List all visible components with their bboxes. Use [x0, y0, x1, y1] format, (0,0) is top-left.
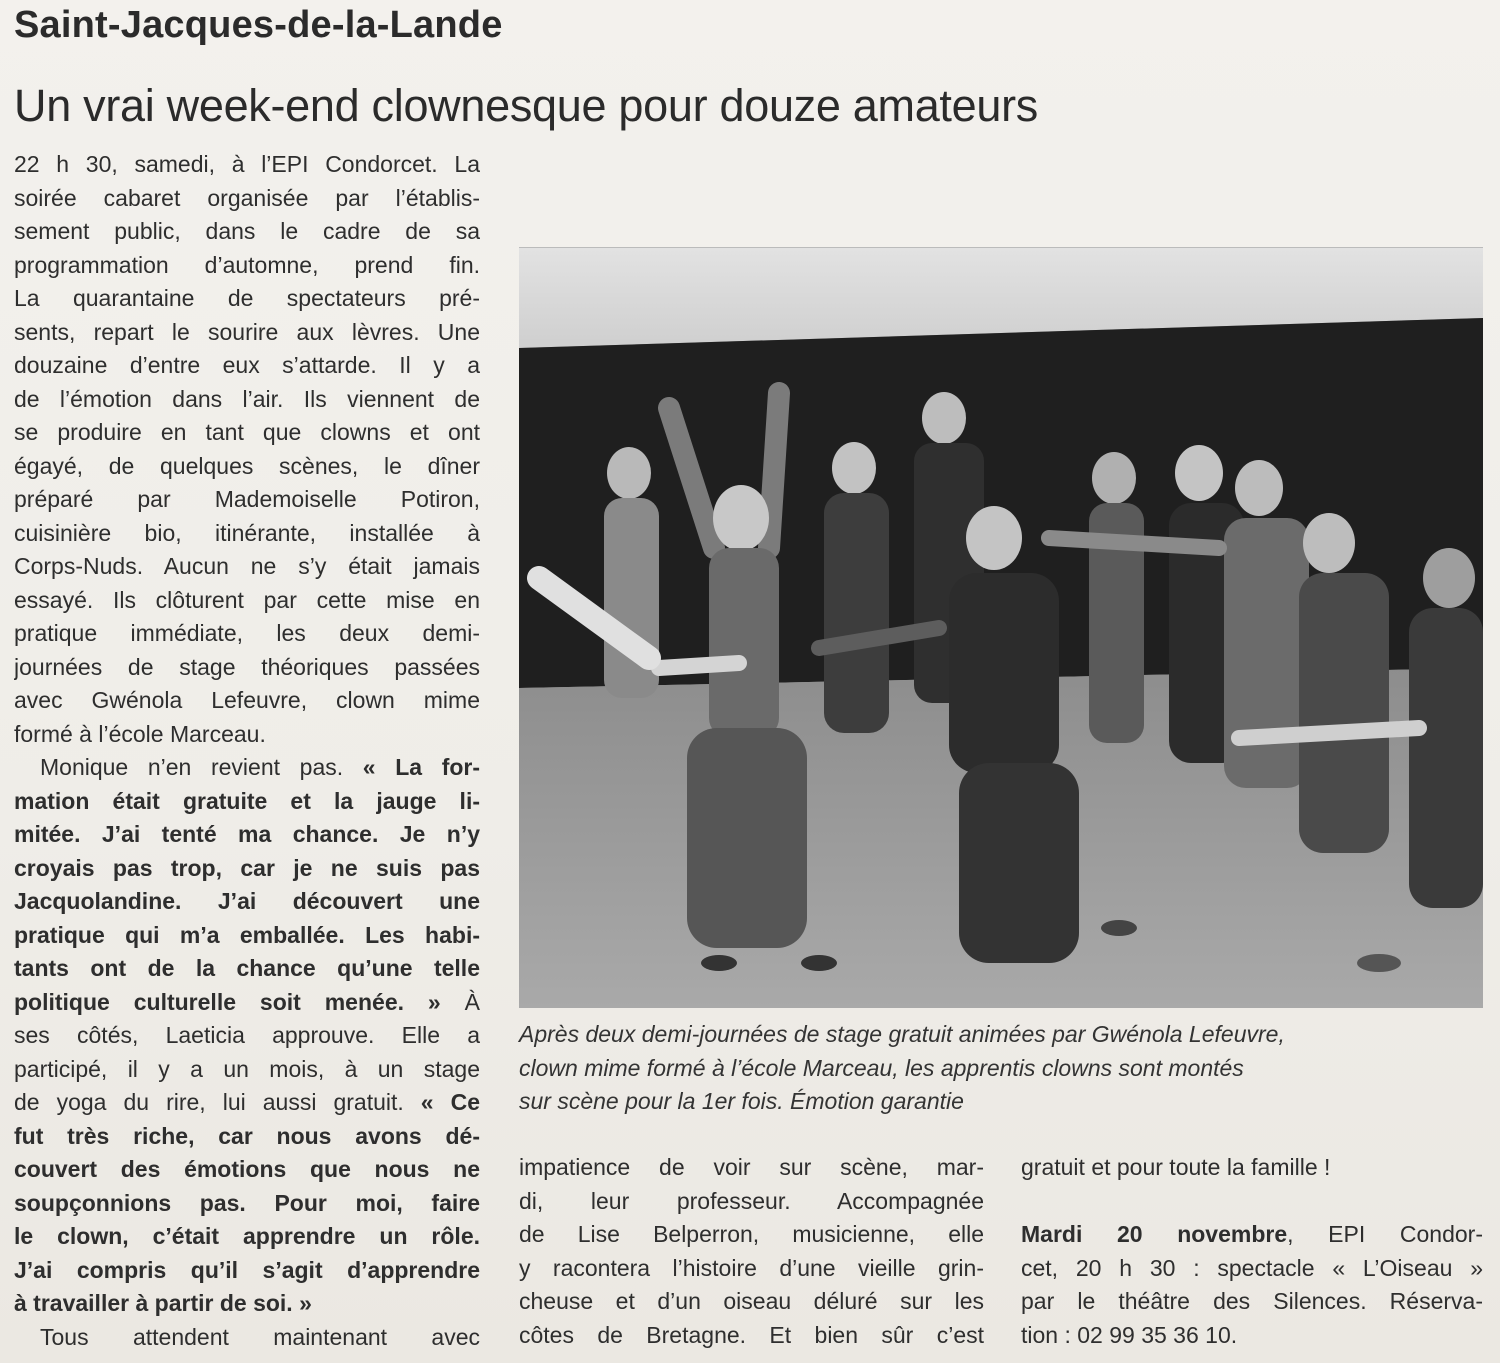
caption-line: clown mime formé à l’école Marceau, les apprentis clowns sont montés: [519, 1054, 1244, 1081]
text-line: Corps-Nuds. Aucun ne s’y était jamais: [14, 553, 480, 579]
text-line: cuisinière bio, itinérante, installée à: [14, 519, 480, 546]
quote-line: le clown, c’était apprendre un rôle.: [14, 1223, 480, 1249]
text-line: préparé par Mademoiselle Potiron,: [14, 486, 480, 512]
quote-line: soupçonnions pas. Pour moi, faire: [14, 1189, 480, 1216]
text-line: côtes de Bretagne. Et bien sûr c’est: [519, 1321, 984, 1348]
text-line: formé à l’école Marceau.: [14, 720, 266, 747]
article-photo: [519, 247, 1483, 1008]
text-line: [14, 1086, 480, 1120]
text-line: égayé, de quelques scènes, le dîner: [14, 452, 480, 479]
event-date: Mardi 20 novembre: [1021, 1221, 1288, 1247]
quote-line: tants ont de la chance qu’une telle: [14, 955, 480, 981]
text-line: sents, repart le sourire aux lèvres. Une: [14, 318, 480, 345]
article-column-3: [1021, 1151, 1483, 1352]
event-line: tion : 02 99 35 36 10.: [1021, 1321, 1238, 1348]
quote-line: pratique qui m’a emballée. Les habi-: [14, 921, 480, 948]
text-line: avec Gwénola Lefeuvre, clown mime: [14, 687, 480, 713]
article-column-2: [519, 1151, 984, 1352]
text-line: programmation d’automne, prend fin.: [14, 251, 480, 278]
quote-text: « La for-: [362, 754, 480, 780]
text-line: 22 h 30, samedi, à l’EPI Condorcet. La: [14, 151, 480, 177]
quote-text: « Ce: [420, 1089, 480, 1115]
text-line: di, leur professeur. Accompagnée: [519, 1187, 984, 1214]
text-line: essayé. Ils clôturent par cette mise en: [14, 586, 480, 613]
text-line: de l’émotion dans l’air. Ils viennent de: [14, 385, 480, 412]
article-column-1: [14, 148, 480, 1354]
text-run: de yoga du rire, lui aussi gratuit.: [14, 1089, 421, 1115]
quote-line: fut très riche, car nous avons dé-: [14, 1122, 480, 1149]
clown-workshop-photo: [519, 248, 1483, 1008]
text-line: y racontera l’histoire d’une vieille grin-: [519, 1254, 984, 1281]
text-line: cheuse et d’un oiseau déluré sur les: [519, 1288, 984, 1314]
text-line: participé, il y a un mois, à un stage: [14, 1055, 480, 1082]
text-line: se produire en tant que clowns et ont: [14, 419, 480, 445]
article-headline: Un vrai week-end clownesque pour douze amateurs: [14, 80, 1038, 131]
quote-line: Jacquolandine. J’ai découvert une: [14, 888, 480, 914]
event-venue: , EPI Condor-: [1287, 1221, 1483, 1247]
quote-line: à travailler à partir de soi. »: [14, 1290, 312, 1316]
quote-line: couvert des émotions que nous ne: [14, 1156, 480, 1182]
text-line: sement public, dans le cadre de sa: [14, 218, 480, 244]
caption-line: sur scène pour la 1er fois. Émotion garantie: [519, 1088, 964, 1114]
quote-text: politique culturelle soit menée. »: [14, 988, 441, 1015]
text-line: [14, 751, 480, 785]
quote-line: J’ai compris qu’il s’agit d’apprendre: [14, 1256, 480, 1283]
text-line: de Lise Belperron, musicienne, elle: [519, 1221, 984, 1247]
text-line: ses côtés, Laeticia approuve. Elle a: [14, 1022, 480, 1048]
photo-caption: [519, 1018, 1483, 1119]
text-line: douzaine d’entre eux s’attarde. Il y a: [14, 352, 480, 378]
quote-line: mation était gratuite et la jauge li-: [14, 787, 480, 814]
quote-line: croyais pas trop, car je ne suis pas: [14, 854, 480, 881]
caption-line: Après deux demi-journées de stage gratuit animées par Gwénola Lefeuvre,: [519, 1021, 1285, 1047]
event-line: cet, 20 h 30 : spectacle « L’Oiseau »: [1021, 1254, 1483, 1281]
text-line: [14, 986, 480, 1020]
text-line: journées de stage théoriques passées: [14, 653, 480, 680]
text-line: soirée cabaret organisée par l’établis-: [14, 184, 480, 211]
quote-line: mitée. J’ai tenté ma chance. Je n’y: [14, 821, 480, 847]
quote-lead: Monique n’en revient pas.: [40, 754, 363, 780]
text-line: pratique immédiate, les deux demi-: [14, 620, 480, 646]
text-line: impatience de voir sur scène, mar-: [519, 1154, 984, 1180]
text-line: La quarantaine de spectateurs pré-: [14, 285, 480, 311]
blank-line: [1021, 1185, 1483, 1219]
text-line: Tous attendent maintenant avec: [40, 1323, 480, 1350]
event-line: par le théâtre des Silences. Réserva-: [1021, 1288, 1483, 1314]
text-run: À: [440, 988, 480, 1015]
article-dateline: Saint-Jacques-de-la-Lande: [14, 4, 503, 46]
text-line: gratuit et pour toute la famille !: [1021, 1154, 1331, 1180]
event-line: [1021, 1218, 1483, 1252]
